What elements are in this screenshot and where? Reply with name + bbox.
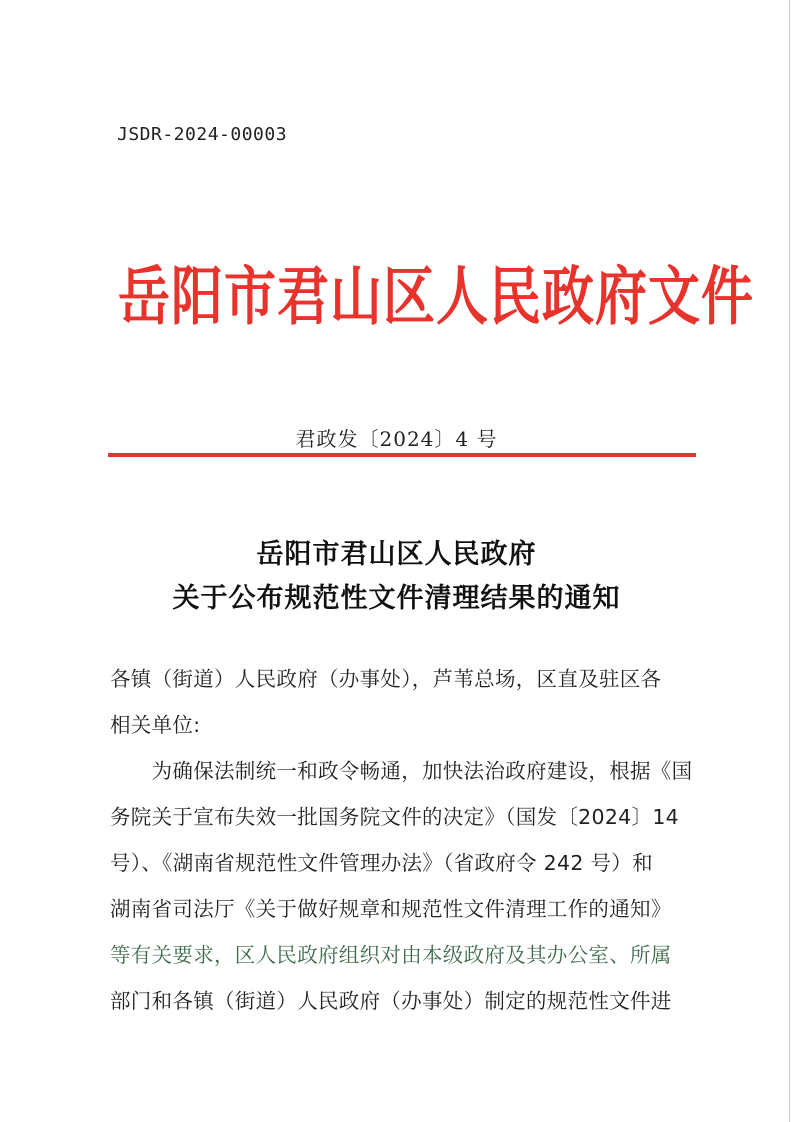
notice-title-line-1: 岳阳市君山区人民政府 [256, 539, 537, 570]
body-line: 部门和各镇（街道）人民政府（办事处）制定的规范性文件进 [110, 989, 672, 1013]
recipients-line-2: 相关单位: [110, 713, 201, 737]
body-line: 等有关要求，区人民政府组织对由本级政府及其办公室、所属 [110, 943, 672, 967]
document-number: 君政发〔2024〕4 号 [295, 427, 498, 451]
document-id: JSDR-2024-00003 [117, 124, 288, 145]
body-line: 务院关于宣布失效一批国务院文件的决定》（国发〔2024〕14 [110, 805, 680, 829]
body-line: 为确保法制统一和政令畅通，加快法治政府建设，根据《国 [110, 759, 693, 783]
recipients-line-1: 各镇（街道）人民政府（办事处），芦苇总场，区直及驻区各 [110, 667, 662, 691]
body-line: 湖南省司法厅《关于做好规章和规范性文件清理工作的通知》 [110, 897, 672, 921]
notice-title-line-2: 关于公布规范性文件清理结果的通知 [172, 583, 621, 614]
masthead-title: 岳阳市君山区人民政府文件 [118, 260, 755, 335]
body-line: 号）、《湖南省规范性文件管理办法》（省政府令 242 号）和 [110, 851, 653, 875]
red-divider-rule [108, 453, 696, 457]
